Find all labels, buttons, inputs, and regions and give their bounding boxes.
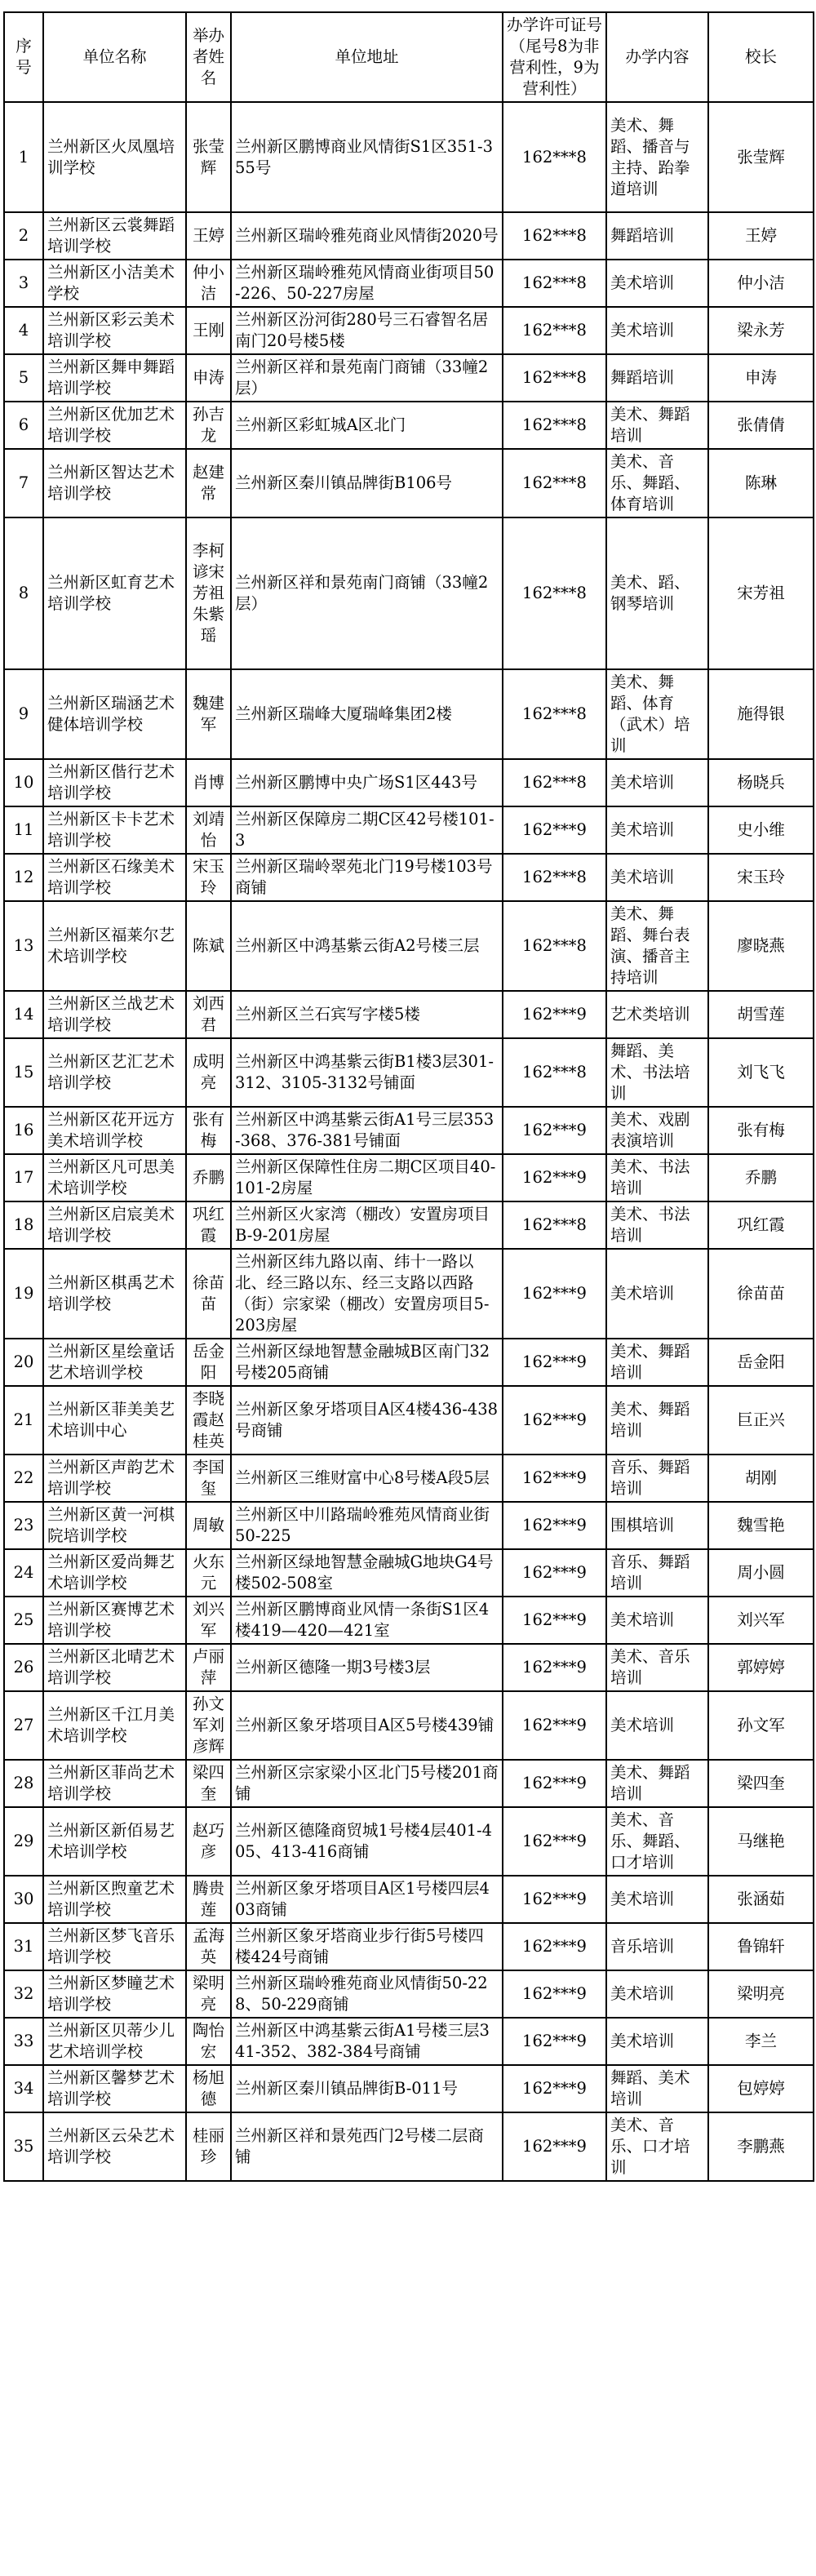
- host-name: 梁明亮: [186, 1970, 231, 2018]
- row-number: 35: [4, 2112, 43, 2181]
- table-row: [4, 1876, 814, 1923]
- school-name: 兰州新区菲美美艺术培训中心: [43, 1386, 186, 1455]
- teaching-content: 美术、舞蹈、舞台表演、播音主持培训: [606, 901, 708, 991]
- license-number: 162***8: [503, 307, 606, 354]
- license-number: 162***9: [503, 1502, 606, 1549]
- principal-name: 张涵茹: [708, 1876, 814, 1923]
- school-name: 兰州新区煦童艺术培训学校: [43, 1876, 186, 1923]
- license-number: 162***9: [503, 1249, 606, 1339]
- principal-name: 梁明亮: [708, 1970, 814, 2018]
- teaching-content: 美术、舞蹈、体育（武术）培训: [606, 669, 708, 759]
- row-number: 30: [4, 1876, 43, 1923]
- row-number: 19: [4, 1249, 43, 1339]
- school-name: 兰州新区新佰易艺术培训学校: [43, 1807, 186, 1876]
- school-name: 兰州新区菲尚艺术培训学校: [43, 1760, 186, 1807]
- teaching-content: 音乐培训: [606, 1923, 708, 1970]
- host-name: 刘西君: [186, 991, 231, 1038]
- license-number: 162***9: [503, 2065, 606, 2112]
- school-name: 兰州新区偕行艺术培训学校: [43, 759, 186, 806]
- license-number: 162***9: [503, 1760, 606, 1807]
- row-number: 11: [4, 806, 43, 854]
- school-address: 兰州新区中鸿基紫云街B1楼3层301-312、3105-3132号铺面: [231, 1038, 503, 1107]
- school-name: 兰州新区瑞涵艺术健体培训学校: [43, 669, 186, 759]
- header-license: 办学许可证号（尾号8为非营利性，9为营利性）: [503, 12, 606, 102]
- school-address: 兰州新区中鸿基紫云街A1号楼三层341-352、382-384号商铺: [231, 2018, 503, 2065]
- teaching-content: 美术、书法培训: [606, 1154, 708, 1201]
- school-name: 兰州新区赛博艺术培训学校: [43, 1597, 186, 1644]
- school-address: 兰州新区瑞峰大厦瑞峰集团2楼: [231, 669, 503, 759]
- school-name: 兰州新区星绘童话艺术培训学校: [43, 1339, 186, 1386]
- school-address: 兰州新区绿地智慧金融城B区南门32号楼205商铺: [231, 1339, 503, 1386]
- host-name: 李柯谚宋芳祖朱紫瑶: [186, 517, 231, 669]
- school-name: 兰州新区卡卡艺术培训学校: [43, 806, 186, 854]
- table-row: [4, 901, 814, 991]
- table-row: [4, 354, 814, 402]
- school-name: 兰州新区小洁美术学校: [43, 260, 186, 307]
- host-name: 赵建常: [186, 449, 231, 517]
- school-name: 兰州新区启宸美术培训学校: [43, 1201, 186, 1249]
- school-address: 兰州新区象牙塔项目A区4楼436-438号商铺: [231, 1386, 503, 1455]
- teaching-content: 美术培训: [606, 759, 708, 806]
- table-row: [4, 854, 814, 901]
- table-row: [4, 1455, 814, 1502]
- host-name: 桂丽珍: [186, 2112, 231, 2181]
- teaching-content: 美术培训: [606, 806, 708, 854]
- license-number: 162***8: [503, 854, 606, 901]
- principal-name: 陈琳: [708, 449, 814, 517]
- school-address: 兰州新区三维财富中心8号楼A段5层: [231, 1455, 503, 1502]
- host-name: 徐苗苗: [186, 1249, 231, 1339]
- license-number: 162***9: [503, 1691, 606, 1760]
- row-number: 21: [4, 1386, 43, 1455]
- row-number: 7: [4, 449, 43, 517]
- principal-name: 张倩倩: [708, 402, 814, 449]
- license-number: 162***8: [503, 102, 606, 212]
- school-name: 兰州新区千江月美术培训学校: [43, 1691, 186, 1760]
- license-number: 162***9: [503, 1923, 606, 1970]
- school-address: 兰州新区象牙塔商业步行街5号楼四楼424号商铺: [231, 1923, 503, 1970]
- teaching-content: 美术、音乐培训: [606, 1644, 708, 1691]
- principal-name: 胡雪莲: [708, 991, 814, 1038]
- row-number: 2: [4, 212, 43, 260]
- license-number: 162***9: [503, 806, 606, 854]
- principal-name: 杨晓兵: [708, 759, 814, 806]
- school-name: 兰州新区梦飞音乐培训学校: [43, 1923, 186, 1970]
- school-address: 兰州新区瑞岭雅苑商业风情街2020号: [231, 212, 503, 260]
- host-name: 李国玺: [186, 1455, 231, 1502]
- principal-name: 王婷: [708, 212, 814, 260]
- table-row: [4, 1923, 814, 1970]
- school-name: 兰州新区黄一河棋院培训学校: [43, 1502, 186, 1549]
- principal-name: 乔鹏: [708, 1154, 814, 1201]
- row-number: 16: [4, 1107, 43, 1154]
- table-row: [4, 1549, 814, 1597]
- license-number: 162***8: [503, 517, 606, 669]
- teaching-content: 美术、蹈、钢琴培训: [606, 517, 708, 669]
- teaching-content: 艺术类培训: [606, 991, 708, 1038]
- host-name: 腾贵莲: [186, 1876, 231, 1923]
- principal-name: 申涛: [708, 354, 814, 402]
- row-number: 18: [4, 1201, 43, 1249]
- license-number: 162***9: [503, 1339, 606, 1386]
- table-row: [4, 1691, 814, 1760]
- school-address: 兰州新区纬九路以南、纬十一路以北、经三路以东、经三支路以西路（街）宗家梁（棚改）安置房项目5-203房屋: [231, 1249, 503, 1339]
- host-name: 成明亮: [186, 1038, 231, 1107]
- school-address: 兰州新区兰石宾写字楼5楼: [231, 991, 503, 1038]
- license-number: 162***8: [503, 212, 606, 260]
- principal-name: 张有梅: [708, 1107, 814, 1154]
- school-name: 兰州新区北晴艺术培训学校: [43, 1644, 186, 1691]
- school-address: 兰州新区象牙塔项目A区5号楼439铺: [231, 1691, 503, 1760]
- teaching-content: 美术培训: [606, 260, 708, 307]
- principal-name: 施得银: [708, 669, 814, 759]
- host-name: 刘兴军: [186, 1597, 231, 1644]
- school-name: 兰州新区梦瞳艺术培训学校: [43, 1970, 186, 2018]
- table-row: [4, 1249, 814, 1339]
- table-row: [4, 1644, 814, 1691]
- school-address: 兰州新区保障性住房二期C区项目40-101-2房屋: [231, 1154, 503, 1201]
- school-address: 兰州新区中鸿基紫云街A1号三层353-368、376-381号铺面: [231, 1107, 503, 1154]
- table-row: [4, 1107, 814, 1154]
- school-name: 兰州新区云朵艺术培训学校: [43, 2112, 186, 2181]
- teaching-content: 舞蹈、美术培训: [606, 2065, 708, 2112]
- school-address: 兰州新区象牙塔项目A区1号楼四层403商铺: [231, 1876, 503, 1923]
- row-number: 32: [4, 1970, 43, 2018]
- row-number: 5: [4, 354, 43, 402]
- license-number: 162***9: [503, 1154, 606, 1201]
- school-address: 兰州新区秦川镇品牌街B106号: [231, 449, 503, 517]
- school-name: 兰州新区花开远方美术培训学校: [43, 1107, 186, 1154]
- teaching-content: 美术培训: [606, 1691, 708, 1760]
- principal-name: 郭婷婷: [708, 1644, 814, 1691]
- host-name: 火东元: [186, 1549, 231, 1597]
- host-name: 周敏: [186, 1502, 231, 1549]
- host-name: 宋玉玲: [186, 854, 231, 901]
- row-number: 3: [4, 260, 43, 307]
- teaching-content: 美术培训: [606, 1597, 708, 1644]
- header-host: 举办者姓名: [186, 12, 231, 102]
- school-name: 兰州新区棋禹艺术培训学校: [43, 1249, 186, 1339]
- header-no: 序号: [4, 12, 43, 102]
- row-number: 34: [4, 2065, 43, 2112]
- host-name: 孟海英: [186, 1923, 231, 1970]
- school-name: 兰州新区兰战艺术培训学校: [43, 991, 186, 1038]
- row-number: 12: [4, 854, 43, 901]
- table-row: [4, 759, 814, 806]
- school-name: 兰州新区福莱尔艺术培训学校: [43, 901, 186, 991]
- school-name: 兰州新区云裳舞蹈培训学校: [43, 212, 186, 260]
- teaching-content: 美术培训: [606, 854, 708, 901]
- row-number: 33: [4, 2018, 43, 2065]
- row-number: 9: [4, 669, 43, 759]
- principal-name: 宋玉玲: [708, 854, 814, 901]
- school-name: 兰州新区智达艺术培训学校: [43, 449, 186, 517]
- license-number: 162***9: [503, 1597, 606, 1644]
- row-number: 23: [4, 1502, 43, 1549]
- host-name: 梁四奎: [186, 1760, 231, 1807]
- table-row: [4, 806, 814, 854]
- host-name: 孙文军刘彦辉: [186, 1691, 231, 1760]
- school-table: [3, 11, 814, 2182]
- teaching-content: 美术、舞蹈、播音与主持、跆拳道培训: [606, 102, 708, 212]
- host-name: 申涛: [186, 354, 231, 402]
- school-name: 兰州新区优加艺术培训学校: [43, 402, 186, 449]
- teaching-content: 美术培训: [606, 1970, 708, 2018]
- teaching-content: 美术、戏剧表演培训: [606, 1107, 708, 1154]
- license-number: 162***9: [503, 991, 606, 1038]
- row-number: 25: [4, 1597, 43, 1644]
- table-row: [4, 2018, 814, 2065]
- row-number: 26: [4, 1644, 43, 1691]
- teaching-content: 舞蹈、美术、书法培训: [606, 1038, 708, 1107]
- school-address: 兰州新区瑞岭翠苑北门19号楼103号商铺: [231, 854, 503, 901]
- teaching-content: 美术、舞蹈培训: [606, 1760, 708, 1807]
- table-row: [4, 1339, 814, 1386]
- host-name: 巩红霞: [186, 1201, 231, 1249]
- table-row: [4, 1154, 814, 1201]
- row-number: 13: [4, 901, 43, 991]
- school-name: 兰州新区舞申舞蹈培训学校: [43, 354, 186, 402]
- row-number: 15: [4, 1038, 43, 1107]
- principal-name: 廖晓燕: [708, 901, 814, 991]
- host-name: 王刚: [186, 307, 231, 354]
- table-row: [4, 1970, 814, 2018]
- principal-name: 刘飞飞: [708, 1038, 814, 1107]
- principal-name: 马继艳: [708, 1807, 814, 1876]
- host-name: 赵巧彦: [186, 1807, 231, 1876]
- row-number: 20: [4, 1339, 43, 1386]
- teaching-content: 美术、音乐、口才培训: [606, 2112, 708, 2181]
- row-number: 14: [4, 991, 43, 1038]
- school-name: 兰州新区石缘美术培训学校: [43, 854, 186, 901]
- principal-name: 包婷婷: [708, 2065, 814, 2112]
- host-name: 卢丽萍: [186, 1644, 231, 1691]
- table-row: [4, 449, 814, 517]
- row-number: 1: [4, 102, 43, 212]
- school-name: 兰州新区馨梦艺术培训学校: [43, 2065, 186, 2112]
- host-name: 肖博: [186, 759, 231, 806]
- school-address: 兰州新区秦川镇品牌街B-011号: [231, 2065, 503, 2112]
- principal-name: 魏雪艳: [708, 1502, 814, 1549]
- school-name: 兰州新区凡可思美术培训学校: [43, 1154, 186, 1201]
- table-row: [4, 402, 814, 449]
- teaching-content: 围棋培训: [606, 1502, 708, 1549]
- teaching-content: 音乐、舞蹈培训: [606, 1455, 708, 1502]
- license-number: 162***9: [503, 1644, 606, 1691]
- license-number: 162***9: [503, 1386, 606, 1455]
- table-row: [4, 991, 814, 1038]
- principal-name: 刘兴军: [708, 1597, 814, 1644]
- host-name: 李晓霞赵桂英: [186, 1386, 231, 1455]
- teaching-content: 舞蹈培训: [606, 212, 708, 260]
- license-number: 162***8: [503, 260, 606, 307]
- teaching-content: 美术、舞蹈培训: [606, 1339, 708, 1386]
- row-number: 17: [4, 1154, 43, 1201]
- row-number: 31: [4, 1923, 43, 1970]
- teaching-content: 美术培训: [606, 307, 708, 354]
- header-address: 单位地址: [231, 12, 503, 102]
- principal-name: 梁四奎: [708, 1760, 814, 1807]
- table-row: [4, 1201, 814, 1249]
- table-row: [4, 517, 814, 669]
- row-number: 8: [4, 517, 43, 669]
- teaching-content: 美术、舞蹈培训: [606, 1386, 708, 1455]
- row-number: 4: [4, 307, 43, 354]
- license-number: 162***9: [503, 1970, 606, 2018]
- license-number: 162***9: [503, 2112, 606, 2181]
- school-name: 兰州新区彩云美术培训学校: [43, 307, 186, 354]
- host-name: 张莹辉: [186, 102, 231, 212]
- school-address: 兰州新区汾河街280号三石睿智名居南门20号楼5楼: [231, 307, 503, 354]
- table-row: [4, 1386, 814, 1455]
- header-content: 办学内容: [606, 12, 708, 102]
- table-row: [4, 1807, 814, 1876]
- license-number: 162***8: [503, 1038, 606, 1107]
- principal-name: 徐苗苗: [708, 1249, 814, 1339]
- school-address: 兰州新区德隆一期3号楼3层: [231, 1644, 503, 1691]
- table-row: [4, 1597, 814, 1644]
- license-number: 162***9: [503, 1107, 606, 1154]
- school-address: 兰州新区绿地智慧金融城G地块G4号楼502-508室: [231, 1549, 503, 1597]
- school-address: 兰州新区火家湾（棚改）安置房项目B-9-201房屋: [231, 1201, 503, 1249]
- license-number: 162***8: [503, 669, 606, 759]
- table-row: [4, 260, 814, 307]
- principal-name: 孙文军: [708, 1691, 814, 1760]
- principal-name: 岳金阳: [708, 1339, 814, 1386]
- host-name: 岳金阳: [186, 1339, 231, 1386]
- teaching-content: 美术培训: [606, 2018, 708, 2065]
- school-address: 兰州新区鹏博中央广场S1区443号: [231, 759, 503, 806]
- license-number: 162***8: [503, 449, 606, 517]
- table-row: [4, 1502, 814, 1549]
- table-row: [4, 307, 814, 354]
- host-name: 陶怡宏: [186, 2018, 231, 2065]
- school-name: 兰州新区贝蒂少儿艺术培训学校: [43, 2018, 186, 2065]
- table-row: [4, 212, 814, 260]
- header-principal: 校长: [708, 12, 814, 102]
- table-row: [4, 102, 814, 212]
- principal-name: 仲小洁: [708, 260, 814, 307]
- principal-name: 史小维: [708, 806, 814, 854]
- principal-name: 巩红霞: [708, 1201, 814, 1249]
- principal-name: 李兰: [708, 2018, 814, 2065]
- school-name: 兰州新区虹育艺术培训学校: [43, 517, 186, 669]
- school-address: 兰州新区祥和景苑南门商铺（33幢2层）: [231, 354, 503, 402]
- school-address: 兰州新区中川路瑞岭雅苑风情商业街50-225: [231, 1502, 503, 1549]
- header-name: 单位名称: [43, 12, 186, 102]
- principal-name: 梁永芳: [708, 307, 814, 354]
- license-number: 162***8: [503, 354, 606, 402]
- table-body: [4, 102, 814, 2181]
- table-row: [4, 669, 814, 759]
- host-name: 王婷: [186, 212, 231, 260]
- school-name: 兰州新区火凤凰培训学校: [43, 102, 186, 212]
- principal-name: 张莹辉: [708, 102, 814, 212]
- row-number: 10: [4, 759, 43, 806]
- principal-name: 巨正兴: [708, 1386, 814, 1455]
- license-number: 162***9: [503, 1807, 606, 1876]
- teaching-content: 美术、书法培训: [606, 1201, 708, 1249]
- school-address: 兰州新区彩虹城A区北门: [231, 402, 503, 449]
- teaching-content: 美术、舞蹈培训: [606, 402, 708, 449]
- host-name: 刘靖怡: [186, 806, 231, 854]
- school-name: 兰州新区艺汇艺术培训学校: [43, 1038, 186, 1107]
- table-row: [4, 1760, 814, 1807]
- row-number: 22: [4, 1455, 43, 1502]
- license-number: 162***9: [503, 2018, 606, 2065]
- table-row: [4, 1038, 814, 1107]
- license-number: 162***9: [503, 1455, 606, 1502]
- host-name: 杨旭德: [186, 2065, 231, 2112]
- school-address: 兰州新区德隆商贸城1号楼4层401-405、413-416商铺: [231, 1807, 503, 1876]
- host-name: 仲小洁: [186, 260, 231, 307]
- school-address: 兰州新区祥和景苑西门2号楼二层商铺: [231, 2112, 503, 2181]
- school-address: 兰州新区鹏博商业风情一条街S1区4楼419—420—421室: [231, 1597, 503, 1644]
- license-number: 162***8: [503, 759, 606, 806]
- school-name: 兰州新区爱尚舞艺术培训学校: [43, 1549, 186, 1597]
- license-number: 162***8: [503, 1201, 606, 1249]
- school-address: 兰州新区瑞岭雅苑风情商业街项目50-226、50-227房屋: [231, 260, 503, 307]
- host-name: 张有梅: [186, 1107, 231, 1154]
- teaching-content: 美术、音乐、舞蹈、体育培训: [606, 449, 708, 517]
- teaching-content: 美术培训: [606, 1876, 708, 1923]
- school-address: 兰州新区中鸿基紫云街A2号楼三层: [231, 901, 503, 991]
- host-name: 陈斌: [186, 901, 231, 991]
- school-address: 兰州新区宗家梁小区北门5号楼201商铺: [231, 1760, 503, 1807]
- teaching-content: 音乐、舞蹈培训: [606, 1549, 708, 1597]
- row-number: 27: [4, 1691, 43, 1760]
- school-address: 兰州新区瑞岭雅苑商业风情街50-228、50-229商铺: [231, 1970, 503, 2018]
- host-name: 孙吉龙: [186, 402, 231, 449]
- table-header-row: [4, 12, 814, 102]
- school-address: 兰州新区鹏博商业风情街S1区351-355号: [231, 102, 503, 212]
- principal-name: 鲁锦轩: [708, 1923, 814, 1970]
- principal-name: 宋芳祖: [708, 517, 814, 669]
- row-number: 24: [4, 1549, 43, 1597]
- table-row: [4, 2065, 814, 2112]
- teaching-content: 美术培训: [606, 1249, 708, 1339]
- license-number: 162***8: [503, 402, 606, 449]
- license-number: 162***8: [503, 901, 606, 991]
- school-address: 兰州新区祥和景苑南门商铺（33幢2层）: [231, 517, 503, 669]
- school-address: 兰州新区保障房二期C区42号楼101-3: [231, 806, 503, 854]
- principal-name: 周小圆: [708, 1549, 814, 1597]
- principal-name: 胡刚: [708, 1455, 814, 1502]
- teaching-content: 舞蹈培训: [606, 354, 708, 402]
- host-name: 魏建军: [186, 669, 231, 759]
- license-number: 162***9: [503, 1876, 606, 1923]
- school-name: 兰州新区声韵艺术培训学校: [43, 1455, 186, 1502]
- table-row: [4, 2112, 814, 2181]
- teaching-content: 美术、音乐、舞蹈、口才培训: [606, 1807, 708, 1876]
- row-number: 28: [4, 1760, 43, 1807]
- host-name: 乔鹏: [186, 1154, 231, 1201]
- row-number: 6: [4, 402, 43, 449]
- row-number: 29: [4, 1807, 43, 1876]
- license-number: 162***9: [503, 1549, 606, 1597]
- principal-name: 李鹏燕: [708, 2112, 814, 2181]
